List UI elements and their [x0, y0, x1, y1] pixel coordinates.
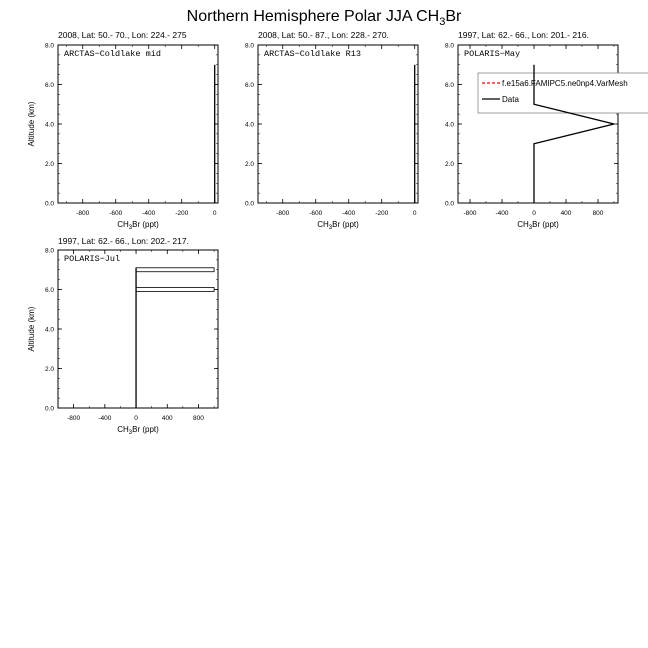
panel-3-xtick-label: 400: [560, 210, 572, 217]
panel-4-data-box-1: [136, 268, 214, 272]
panel-3-ytick-label: 0.0: [444, 200, 454, 208]
panel-3-xtick-label: 0: [532, 210, 536, 217]
panel-3-xtick-label: 800: [592, 210, 604, 217]
panel-2-xtick-label: -400: [342, 210, 356, 217]
panel-4-xtick-label: 0: [134, 415, 138, 422]
panel-2-xtick-label: -600: [309, 210, 323, 217]
panel-4-ytick-label: 8.0: [44, 247, 54, 255]
panel-1-ytick-label: 2.0: [44, 161, 54, 168]
panel-4-frame: [58, 250, 218, 408]
panel-1-ytick-label: 0.0: [44, 200, 54, 208]
panel-4-ylabel: Altitude (km): [27, 306, 36, 352]
panel-1-campaign-label: ARCTAS−Coldlake mid: [64, 49, 161, 59]
panel-1-frame: [58, 45, 218, 203]
panel-4-data-box-2: [136, 288, 214, 292]
panel-2-ytick-label: 2.0: [244, 161, 254, 168]
panel-3-xlabel: $CH_3Br$ (ppt): [517, 220, 559, 231]
panel-4-header: 1997, Lat: 62.- 66., Lon: 202.- 217.: [58, 236, 189, 246]
panel-1-ytick-label: 6.0: [44, 82, 54, 89]
panel-4-ytick-label: 6.0: [44, 287, 54, 294]
panel-4-ytick-label: 4.0: [44, 326, 54, 334]
panel-3-legend-label-2: Data: [502, 95, 519, 104]
panel-4-ytick-label: 2.0: [44, 366, 54, 373]
panel-2-ytick-label: 4.0: [244, 121, 254, 129]
panel-4-xlabel: $CH_3Br$ (ppt): [117, 425, 159, 436]
panel-2-campaign-label: ARCTAS−Coldlake R13: [264, 49, 361, 59]
panel-2-ytick-label: 8.0: [244, 42, 254, 50]
panel-2-frame: [258, 45, 418, 203]
panel-4-campaign-label: POLARIS−Jul: [64, 254, 121, 264]
panel-1-xtick-label: -800: [76, 210, 90, 217]
panel-3-frame: [458, 45, 618, 203]
panel-2-xtick-label: -200: [375, 210, 389, 217]
panel-3-legend-label-1: f.e15a6.FAMIPC5.ne0np4.VarMesh: [502, 79, 628, 88]
panel-2-xlabel: $CH_3Br$ (ppt): [317, 220, 359, 231]
panel-4-ytick-label: 0.0: [44, 405, 54, 413]
panel-3-ytick-label: 4.0: [444, 121, 454, 129]
panel-3-campaign-label: POLARIS−May: [464, 49, 521, 59]
panel-3-header: 1997, Lat: 62.- 66., Lon: 201.- 216.: [458, 30, 589, 40]
panel-1-xtick-label: -600: [109, 210, 123, 217]
panel-2-ytick-label: 6.0: [244, 82, 254, 89]
figure-title: Northern Hemisphere Polar JJA $CH_3Br$: [186, 8, 462, 29]
panel-1-xlabel: $CH_3Br$ (ppt): [117, 220, 159, 231]
panel-4-xtick-label: 800: [193, 415, 204, 422]
panel-2-header: 2008, Lat: 50.- 87., Lon: 228.- 270.: [258, 30, 389, 40]
panel-1-xtick-label: -400: [142, 210, 156, 217]
panel-4-xtick-label: -400: [98, 415, 112, 422]
panel-3-ytick-label: 6.0: [444, 82, 454, 89]
panel-1-ytick-label: 4.0: [44, 121, 54, 129]
panel-3-xtick-label: -400: [495, 210, 509, 217]
panel-1-header: 2008, Lat: 50.- 70., Lon: 224.- 275: [58, 30, 187, 40]
panel-1-xtick-label: 0: [212, 210, 217, 217]
panel-1-ylabel: Altitude (km): [27, 101, 36, 147]
panel-4-xtick-label: 400: [161, 415, 173, 422]
panel-3-ytick-label: 2.0: [444, 161, 454, 168]
panel-4-xtick-label: -800: [67, 415, 81, 422]
panel-3-xtick-label: -800: [463, 210, 477, 217]
panel-1-xtick-label: -200: [175, 210, 189, 217]
panel-2-xtick-label: 0: [412, 210, 417, 217]
panel-2-xtick-label: -800: [276, 210, 290, 217]
panel-3-ytick-label: 8.0: [444, 42, 454, 50]
panel-2-ytick-label: 0.0: [244, 200, 254, 208]
panel-1-ytick-label: 8.0: [44, 42, 54, 50]
